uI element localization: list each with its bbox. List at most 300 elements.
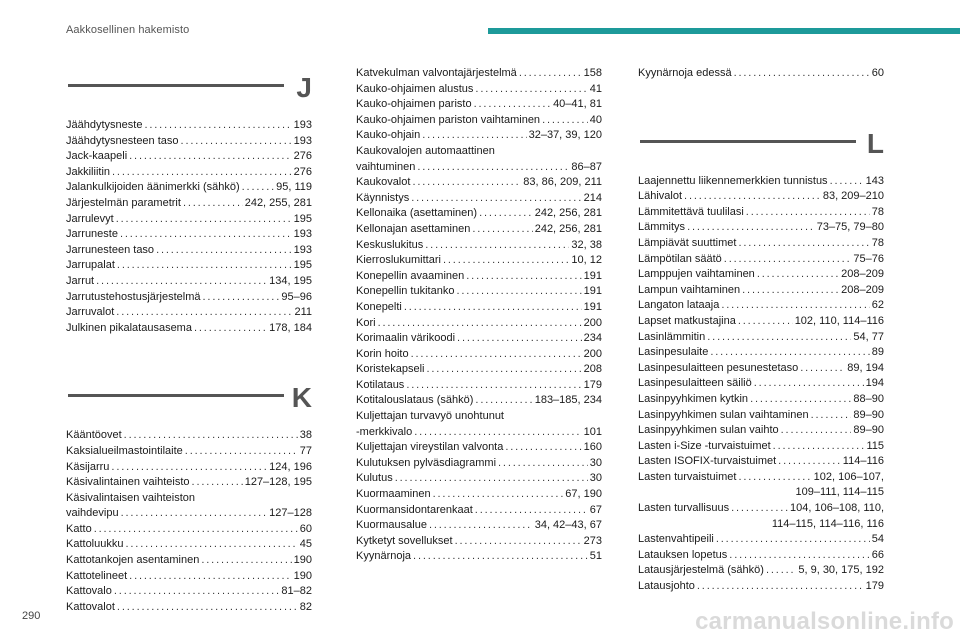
dot-leader <box>710 345 869 361</box>
dot-leader <box>475 82 587 98</box>
entry-pages: 191 <box>583 285 602 298</box>
dot-leader <box>411 347 582 363</box>
entry-term: Lasinpyyhkimen sulan vaihtaminen <box>638 408 809 421</box>
entry-pages: 134, 195 <box>269 274 312 287</box>
entry-pages: 73–75, 79–80 <box>816 221 884 234</box>
dot-leader <box>183 196 243 212</box>
entry-term: Lastenvahtipeili <box>638 533 714 546</box>
dot-leader <box>192 475 243 491</box>
index-entry <box>356 128 602 144</box>
dot-leader <box>498 456 588 472</box>
dot-leader <box>443 253 569 269</box>
entry-pages: 115 <box>866 439 884 452</box>
entry-term: Jarruvalot <box>66 306 115 319</box>
entry-term: Lampun vaihtaminen <box>638 283 741 296</box>
entry-pages: 78 <box>871 236 884 249</box>
dot-leader <box>144 118 291 134</box>
entry-pages: 88–90 <box>853 392 884 405</box>
entry-term: Kotitalouslataus (sähkö) <box>356 394 474 407</box>
dot-leader <box>505 440 581 456</box>
dot-leader <box>194 321 267 337</box>
entry-term: Kuormaaminen <box>356 488 431 501</box>
entry-term: Lasinpesulaitteen säiliö <box>638 377 752 390</box>
entry-pages: 211 <box>294 306 312 319</box>
index-entry <box>638 563 884 579</box>
entry-pages: 208–209 <box>841 268 884 281</box>
index-entry <box>66 584 312 600</box>
entry-term: Jarrut <box>66 274 95 287</box>
entry-pages: 60 <box>299 522 312 535</box>
entry-pages: 40–41, 81 <box>553 98 602 111</box>
entry-pages: 190 <box>293 554 312 567</box>
dot-leader <box>120 227 292 243</box>
index-entry <box>356 206 602 222</box>
entry-term: Kellonaika (asettaminen) <box>356 207 478 220</box>
index-entry-heading: Käsivalintaisen vaihteiston <box>66 491 196 504</box>
entry-pages: 54 <box>871 533 884 546</box>
entry-term: Kauko-ohjaimen paristo <box>356 98 472 111</box>
entry-term: Käsivalintainen vaihteisto <box>66 476 190 489</box>
header-title: Aakkosellinen hakemisto <box>66 24 190 36</box>
entry-pages: 242, 256, 281 <box>534 222 602 235</box>
index-entry <box>66 149 312 165</box>
index-entry <box>356 160 602 176</box>
index-entry <box>356 393 602 409</box>
index-entry <box>66 506 312 522</box>
dot-leader <box>466 269 581 285</box>
entry-pages: 179 <box>583 378 602 391</box>
entry-pages: 41 <box>589 82 602 95</box>
entry-term: Kori <box>356 316 376 329</box>
entry-term: Jarrunesteen taso <box>66 243 155 256</box>
index-entry <box>638 579 884 595</box>
index-entry <box>638 220 884 236</box>
section-spacer <box>638 82 884 122</box>
entry-term: Katto <box>66 522 92 535</box>
dot-leader <box>750 392 851 408</box>
entry-term: Lasten i-Size -turvaistuimet <box>638 439 771 452</box>
entry-pages: 114–116 <box>842 455 884 468</box>
index-entry <box>66 537 312 553</box>
dot-leader <box>116 305 292 321</box>
entry-pages: 143 <box>865 174 884 187</box>
index-entry <box>66 118 312 134</box>
entry-pages: 200 <box>583 316 602 329</box>
dot-leader <box>114 584 280 600</box>
index-entry <box>638 501 884 517</box>
entry-pages: 89–90 <box>853 408 884 421</box>
entry-pages: 86–87 <box>571 160 602 173</box>
entry-term: Lapset matkustajina <box>638 314 736 327</box>
entry-pages: 193 <box>293 228 312 241</box>
index-entry <box>356 300 602 316</box>
entry-term: Kauko-ohjaimen alustus <box>356 82 474 95</box>
entry-term: -merkkivalo <box>356 425 413 438</box>
entry-term: Kattovalot <box>66 600 115 613</box>
entry-term: Lasinlämmitin <box>638 330 706 343</box>
entry-term: Kattotankojen asentaminen <box>66 554 200 567</box>
index-entry <box>638 330 884 346</box>
entry-term: Jarrulevyt <box>66 212 114 225</box>
entry-term: Latausjohto <box>638 580 695 593</box>
index-entry <box>356 191 602 207</box>
entry-term: Kulutus <box>356 472 393 485</box>
entry-pages: 60 <box>871 67 884 79</box>
entry-term: Korimaalin värikoodi <box>356 332 456 345</box>
index-entry <box>66 569 312 585</box>
entry-term: Kytketyt sovellukset <box>356 534 453 547</box>
entry-pages: 45 <box>299 538 312 551</box>
section-letter: J <box>296 72 312 103</box>
entry-pages: 276 <box>293 150 312 163</box>
entry-term: Jarruneste <box>66 228 118 241</box>
index-entry <box>356 456 602 472</box>
entry-pages: 89, 194 <box>847 361 884 374</box>
entry-term: Järjestelmän parametrit <box>66 196 181 209</box>
entry-pages: 77 <box>299 444 312 457</box>
entry-term: Kuljettajan vireystilan valvonta <box>356 441 504 454</box>
entry-pages: 102, 110, 114–116 <box>794 314 884 327</box>
entry-term: Kellonajan asettaminen <box>356 222 471 235</box>
entry-term: Lamppujen vaihtaminen <box>638 268 755 281</box>
entry-pages: 38 <box>299 429 312 442</box>
entry-term: Lasinpyyhkimen sulan vaihto <box>638 424 779 437</box>
index-entry <box>638 314 884 330</box>
section-heading <box>638 128 884 172</box>
entry-term: Kaukovalot <box>356 176 411 189</box>
index-entry <box>66 134 312 150</box>
index-entry <box>638 423 884 439</box>
entry-pages: 30 <box>589 472 602 485</box>
index-entry <box>66 274 312 290</box>
dot-leader <box>687 220 815 236</box>
entry-pages: 78 <box>871 205 884 218</box>
dot-leader <box>395 471 588 487</box>
index-entry <box>638 236 884 252</box>
entry-term: Kattovalo <box>66 585 112 598</box>
index-entry <box>66 522 312 538</box>
entry-pages: 10, 12 <box>571 254 602 267</box>
entry-pages: 30 <box>589 456 602 469</box>
entry-term: Käynnistys <box>356 191 410 204</box>
dot-leader <box>378 316 582 332</box>
section-heading <box>66 72 312 116</box>
entry-pages: 75–76 <box>853 252 884 265</box>
entry-term: Kuormausalue <box>356 519 427 532</box>
watermark: carmanualsonline.info <box>695 608 954 635</box>
entry-pages: 62 <box>871 299 884 312</box>
dot-leader <box>201 553 291 569</box>
dot-leader <box>417 160 569 176</box>
dot-leader <box>121 506 268 522</box>
dot-leader <box>742 283 839 299</box>
entry-term: Käsijarru <box>66 460 110 473</box>
entry-term: Latausjärjestelmä (sähkö) <box>638 564 764 577</box>
index-entry <box>356 222 602 238</box>
dot-leader <box>800 361 845 377</box>
index-entry <box>66 460 312 476</box>
entry-term: Kattoluukku <box>66 538 124 551</box>
dot-leader <box>117 600 298 616</box>
index-entry <box>638 66 884 82</box>
dot-leader <box>738 470 811 486</box>
index-entry <box>356 82 602 98</box>
index-entry <box>356 316 602 332</box>
index-entry <box>66 227 312 243</box>
dot-leader <box>778 454 841 470</box>
index-entry <box>356 66 602 82</box>
page-number: 290 <box>22 610 41 622</box>
dot-leader <box>542 113 588 129</box>
entry-pages: 89 <box>871 346 884 359</box>
index-entry <box>638 345 884 361</box>
entry-term: Kierroslukumittari <box>356 254 441 267</box>
entry-term: Kuormansidontarenkaat <box>356 503 473 516</box>
entry-pages: 54, 77 <box>853 330 884 343</box>
dot-leader <box>124 428 298 444</box>
header-accent-bar <box>488 28 960 34</box>
entry-term: Lasinpesulaitteen pesunestetaso <box>638 361 799 374</box>
entry-pages: 102, 106–107, <box>813 470 884 483</box>
index-entry <box>638 470 884 486</box>
entry-pages-continued: 114–115, 114–116, 116 <box>771 517 884 530</box>
dot-leader <box>412 175 521 191</box>
index-entry <box>638 361 884 377</box>
index-entry <box>638 439 884 455</box>
index-entry <box>638 454 884 470</box>
index-entry <box>66 180 312 196</box>
index-entry <box>356 378 602 394</box>
dot-leader <box>830 174 864 190</box>
index-entry <box>638 298 884 314</box>
entry-term: Jäähdytysnesteen taso <box>66 134 179 147</box>
entry-pages: 190 <box>293 569 312 582</box>
entry-pages: 195 <box>293 259 312 272</box>
dot-leader <box>773 439 865 455</box>
dot-leader <box>729 548 869 564</box>
dot-leader <box>474 97 551 113</box>
dot-leader <box>697 579 864 595</box>
entry-term: vaihdevipu <box>66 507 119 520</box>
index-entry <box>638 376 884 392</box>
dot-leader <box>413 549 588 565</box>
entry-term: Konepellin tukitanko <box>356 285 455 298</box>
entry-pages: 89–90 <box>853 424 884 437</box>
entry-term: Konepellin avaaminen <box>356 269 465 282</box>
dot-leader <box>94 522 298 538</box>
entry-term: Kaksialueilmastointilaite <box>66 444 183 457</box>
index-entry <box>638 283 884 299</box>
dot-leader <box>738 236 869 252</box>
entry-pages: 67, 190 <box>565 488 602 501</box>
entry-term: Lasinpyyhkimen kytkin <box>638 392 749 405</box>
index-entry <box>356 238 602 254</box>
dot-leader <box>129 149 292 165</box>
dot-leader <box>811 408 852 424</box>
dot-leader <box>766 563 796 579</box>
dot-leader <box>181 134 292 150</box>
entry-pages: 193 <box>293 119 312 131</box>
dot-leader <box>475 393 532 409</box>
entry-term: Kauko-ohjain <box>356 129 421 142</box>
section-rule <box>640 140 856 143</box>
dot-leader <box>781 423 852 439</box>
entry-term: Lämmitettävä tuulilasi <box>638 205 744 218</box>
dot-leader <box>111 460 267 476</box>
entry-pages: 67 <box>589 503 602 516</box>
dot-leader <box>456 284 581 300</box>
index-entry <box>356 253 602 269</box>
entry-pages: 214 <box>583 191 602 204</box>
index-entry <box>638 205 884 221</box>
dot-leader <box>426 362 581 378</box>
entry-pages: 95, 119 <box>276 181 312 194</box>
entry-term: Julkinen pikalatausasema <box>66 321 192 334</box>
index-entry <box>66 212 312 228</box>
dot-leader <box>754 376 864 392</box>
entry-pages: 191 <box>583 300 602 313</box>
entry-pages: 66 <box>871 548 884 561</box>
entry-pages: 32–37, 39, 120 <box>528 129 602 142</box>
section-letter: K <box>291 382 312 414</box>
dot-leader <box>472 222 532 238</box>
index-entry <box>66 258 312 274</box>
index-entry <box>356 534 602 550</box>
entry-term: Latauksen lopetus <box>638 548 728 561</box>
index-entry <box>638 267 884 283</box>
entry-term: Kulutuksen pylväsdiagrammi <box>356 456 497 469</box>
index-entry <box>66 444 312 460</box>
dot-leader <box>96 274 267 290</box>
index-entry <box>356 113 602 129</box>
entry-term: Konepelti <box>356 300 402 313</box>
index-entry <box>356 425 602 441</box>
dot-leader <box>112 165 292 181</box>
section-heading <box>66 382 312 426</box>
entry-pages: 82 <box>299 600 312 613</box>
entry-term: Kääntöovet <box>66 429 122 442</box>
index-column-1 <box>66 66 312 615</box>
dot-leader <box>414 425 581 441</box>
index-entry <box>66 290 312 306</box>
entry-term: Lähivalot <box>638 190 683 203</box>
entry-pages: 179 <box>865 580 884 593</box>
entry-pages: 34, 42–43, 67 <box>534 519 602 532</box>
entry-pages: 124, 196 <box>269 460 312 473</box>
dot-leader <box>433 487 564 503</box>
index-entry <box>356 347 602 363</box>
dot-leader <box>455 534 582 550</box>
entry-pages-continued: 109–111, 114–115 <box>795 486 884 499</box>
dot-leader <box>203 290 280 306</box>
index-entry <box>356 471 602 487</box>
entry-pages: 183–185, 234 <box>534 394 602 407</box>
dot-leader <box>429 518 533 534</box>
entry-pages: 208–209 <box>841 283 884 296</box>
index-entry <box>638 532 884 548</box>
entry-term: Kotilataus <box>356 378 405 391</box>
entry-term: Katvekulman valvontajärjestelmä <box>356 67 517 79</box>
dot-leader <box>721 298 869 314</box>
entry-pages: 242, 255, 281 <box>244 196 312 209</box>
entry-term: Kauko-ohjaimen pariston vaihtaminen <box>356 113 541 126</box>
dot-leader <box>411 191 581 207</box>
entry-term: Korin hoito <box>356 347 409 360</box>
section-rule <box>68 84 284 87</box>
entry-term: Kyynärnoja <box>356 550 412 563</box>
index-entry <box>638 174 884 190</box>
index-column-2 <box>356 66 602 565</box>
entry-pages: 101 <box>583 425 602 438</box>
entry-pages: 32, 38 <box>571 238 602 251</box>
dot-leader <box>116 212 292 228</box>
dot-leader <box>707 330 851 346</box>
index-column-3 <box>638 66 884 595</box>
index-entry <box>356 440 602 456</box>
index-entry <box>66 243 312 259</box>
entry-term: Lämmitys <box>638 221 686 234</box>
entry-pages: 178, 184 <box>269 321 312 334</box>
index-entry <box>356 487 602 503</box>
entry-pages: 160 <box>583 441 602 454</box>
entry-term: Kattotelineet <box>66 569 128 582</box>
index-entry <box>356 284 602 300</box>
dot-leader <box>457 331 582 347</box>
dot-leader <box>519 66 582 82</box>
entry-pages: 40 <box>589 113 602 126</box>
dot-leader <box>156 243 292 259</box>
dot-leader <box>117 258 292 274</box>
entry-pages: 95–96 <box>281 290 312 303</box>
entry-term: vaihtuminen <box>356 160 416 173</box>
index-entry <box>66 553 312 569</box>
index-entry <box>66 305 312 321</box>
dot-leader <box>738 314 793 330</box>
entry-pages: 234 <box>583 332 602 345</box>
dot-leader <box>129 569 291 585</box>
entry-pages: 158 <box>583 67 602 79</box>
index-entry <box>66 475 312 491</box>
dot-leader <box>242 180 274 196</box>
entry-term: Lämpiävät suuttimet <box>638 236 737 249</box>
dot-leader <box>422 128 526 144</box>
dot-leader <box>406 378 581 394</box>
index-entry <box>66 196 312 212</box>
index-entry <box>356 518 602 534</box>
dot-leader <box>684 189 821 205</box>
dot-leader <box>425 238 569 254</box>
entry-pages: 276 <box>293 165 312 178</box>
index-entry <box>66 321 312 337</box>
dot-leader <box>746 205 870 221</box>
entry-pages: 194 <box>865 377 884 390</box>
entry-pages: 193 <box>293 243 312 256</box>
entry-pages: 127–128, 195 <box>244 476 312 489</box>
entry-pages: 83, 209–210 <box>822 190 884 203</box>
index-entry <box>66 600 312 616</box>
index-entry <box>66 428 312 444</box>
index-entry-heading: Kaukovalojen automaattinen <box>356 144 495 157</box>
dot-leader <box>479 206 533 222</box>
index-entry <box>66 165 312 181</box>
dot-leader <box>734 66 870 82</box>
dot-leader <box>731 501 788 517</box>
entry-term: Lasten ISOFIX-turvaistuimet <box>638 455 777 468</box>
index-entry <box>638 548 884 564</box>
index-entry <box>356 362 602 378</box>
entry-pages: 242, 256, 281 <box>534 207 602 220</box>
entry-pages: 273 <box>583 534 602 547</box>
